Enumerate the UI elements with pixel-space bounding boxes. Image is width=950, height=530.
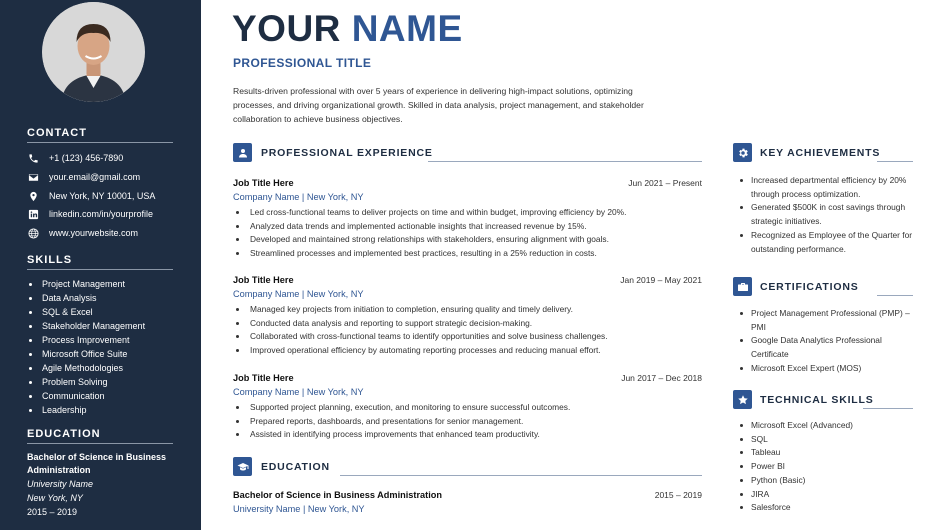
job-bullets <box>233 206 702 261</box>
list-item: Generated $500K in cost savings through strategic initiatives. <box>738 201 913 228</box>
education-school: University Name <box>27 479 94 489</box>
skills-list <box>27 277 145 417</box>
job-company: Company Name | New York, NY <box>233 387 364 397</box>
experience-heading: PROFESSIONAL EXPERIENCE <box>261 147 433 159</box>
sidebar <box>0 0 201 530</box>
phone-text: +1 (123) 456-7890 <box>49 153 124 163</box>
location-text: New York, NY 10001, USA <box>49 191 156 201</box>
list-item: Increased departmental efficiency by 20% through process optimization. <box>738 174 913 201</box>
technical-skills-list <box>738 419 913 515</box>
contact-linkedin <box>27 206 153 222</box>
experience-divider <box>428 161 702 162</box>
job-title: Job Title Here <box>233 178 294 188</box>
education-main-school: University Name | New York, NY <box>233 504 365 514</box>
skills-divider <box>27 269 173 270</box>
list-item: Process Improvement <box>27 333 145 347</box>
education-main-degree: Bachelor of Science in Business Administration <box>233 490 442 500</box>
list-item: Tableau <box>738 446 913 460</box>
skills-heading: SKILLS <box>27 254 73 266</box>
list-item: Streamlined processes and implemented best practices, resulting in a 25% reduction in costs. <box>233 247 702 261</box>
sidebar-education <box>27 451 187 519</box>
briefcase-icon <box>733 277 752 296</box>
technical-skills-divider <box>863 408 913 409</box>
list-item: Agile Methodologies <box>27 361 145 375</box>
list-item: Salesforce <box>738 501 913 515</box>
job-dates: Jun 2021 – Present <box>628 178 702 188</box>
list-item: Microsoft Excel Expert (MOS) <box>738 362 913 376</box>
list-item: Conducted data analysis and reporting to support strategic decision-making. <box>233 317 702 331</box>
list-item: Python (Basic) <box>738 474 913 488</box>
first-name: YOUR <box>232 8 341 49</box>
certifications-list <box>738 307 913 376</box>
list-item: Google Data Analytics Professional Certificate <box>738 334 913 361</box>
contact-phone <box>27 150 123 166</box>
achievements-list <box>738 174 913 256</box>
job-bullets <box>233 401 702 442</box>
globe-icon <box>27 227 40 240</box>
linkedin-text: linkedin.com/in/yourprofile <box>49 209 154 219</box>
list-item: Microsoft Office Suite <box>27 347 145 361</box>
contact-website <box>27 225 138 241</box>
person-portrait-icon <box>42 2 145 102</box>
user-icon <box>233 143 252 162</box>
education-location: New York, NY <box>27 493 83 503</box>
achievements-divider <box>877 161 913 162</box>
job-company: Company Name | New York, NY <box>233 289 364 299</box>
list-item: Led cross-functional teams to deliver projects on time and within budget, improving efficiency by 20%. <box>233 206 702 220</box>
list-item: Improved operational efficiency by automating reporting processes and reducing manual effort. <box>233 344 702 358</box>
list-item: Developed and maintained strong relationships with stakeholders, ensuring alignment with goals. <box>233 233 702 247</box>
list-item: Recognized as Employee of the Quarter for outstanding performance. <box>738 229 913 256</box>
education-divider <box>27 443 173 444</box>
list-item: Project Management <box>27 277 145 291</box>
list-item: Communication <box>27 389 145 403</box>
contact-location <box>27 188 155 204</box>
list-item: Stakeholder Management <box>27 319 145 333</box>
technical-skills-heading: TECHNICAL SKILLS <box>760 394 874 406</box>
professional-title: PROFESSIONAL TITLE <box>233 56 372 70</box>
full-name <box>232 8 463 50</box>
list-item: Assisted in identifying process improvements that enhanced team productivity. <box>233 428 702 442</box>
star-icon <box>733 390 752 409</box>
education-heading: EDUCATION <box>27 428 101 440</box>
list-item: Analyzed data trends and implemented actionable insights that increased revenue by 15%. <box>233 220 702 234</box>
job-company: Company Name | New York, NY <box>233 192 364 202</box>
job-dates: Jan 2019 – May 2021 <box>620 275 702 285</box>
job-dates: Jun 2017 – Dec 2018 <box>621 373 702 383</box>
email-text: your.email@gmail.com <box>49 172 141 182</box>
list-item: Managed key projects from initiation to completion, ensuring quality and timely delivery. <box>233 303 702 317</box>
contact-divider <box>27 142 173 143</box>
website-text: www.yourwebsite.com <box>49 228 139 238</box>
job-entry <box>233 274 702 358</box>
certifications-divider <box>877 295 913 296</box>
education-main-years: 2015 – 2019 <box>654 490 702 500</box>
education-main-divider <box>340 475 702 476</box>
list-item: Prepared reports, dashboards, and presentations for senior management. <box>233 415 702 429</box>
list-item: Microsoft Excel (Advanced) <box>738 419 913 433</box>
education-years: 2015 – 2019 <box>27 507 78 517</box>
profile-photo <box>42 2 145 102</box>
list-item: Project Management Professional (PMP) – PMI <box>738 307 913 334</box>
last-name: NAME <box>351 8 463 49</box>
contact-heading: CONTACT <box>27 127 87 139</box>
list-item: Supported project planning, execution, and monitoring to ensure successful outcomes. <box>233 401 702 415</box>
contact-email <box>27 169 140 185</box>
certifications-heading: CERTIFICATIONS <box>760 281 859 293</box>
envelope-icon <box>27 171 40 184</box>
job-bullets <box>233 303 702 358</box>
job-title: Job Title Here <box>233 275 294 285</box>
gear-icon <box>733 143 752 162</box>
linkedin-icon <box>27 208 40 221</box>
list-item: SQL & Excel <box>27 305 145 319</box>
location-pin-icon <box>27 190 40 203</box>
job-entry <box>233 177 702 261</box>
graduation-cap-icon <box>233 457 252 476</box>
list-item: JIRA <box>738 488 913 502</box>
list-item: SQL <box>738 433 913 447</box>
summary-text: Results-driven professional with over 5 years of experience in delivering high-impact solutions, optimizing processes, and driving organizational growth. Skilled in data analysis, project management, and stakeholder collaboration to achieve business objectives. <box>233 86 644 124</box>
achievements-heading: KEY ACHIEVEMENTS <box>760 147 881 159</box>
education-degree: Bachelor of Science in Business Administration <box>27 452 167 475</box>
job-entry <box>233 372 702 442</box>
list-item: Leadership <box>27 403 145 417</box>
education-main-heading: EDUCATION <box>261 461 330 473</box>
phone-icon <box>27 152 40 165</box>
list-item: Data Analysis <box>27 291 145 305</box>
job-title: Job Title Here <box>233 373 294 383</box>
list-item: Collaborated with cross-functional teams to identify opportunities and solve business challenges. <box>233 330 702 344</box>
list-item: Problem Solving <box>27 375 145 389</box>
list-item: Power BI <box>738 460 913 474</box>
education-entry <box>233 489 702 518</box>
